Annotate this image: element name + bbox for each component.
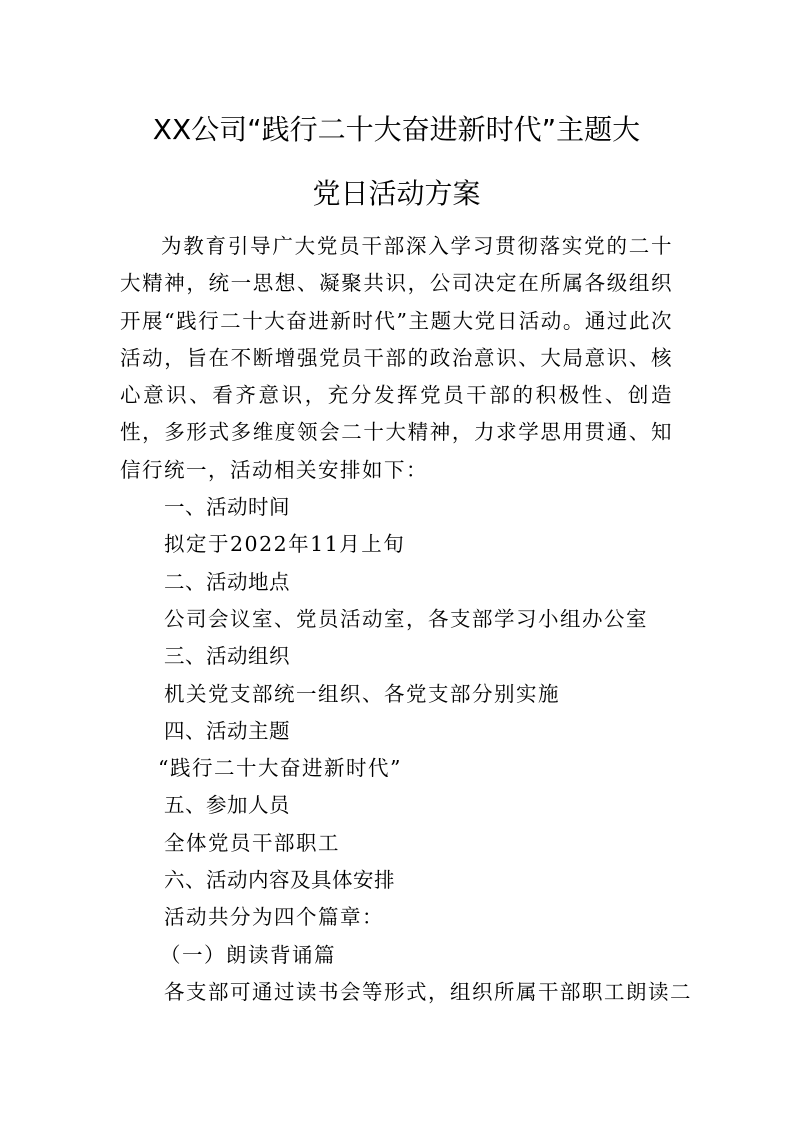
section-heading-participants: 五、参加人员	[164, 793, 290, 818]
section-heading-location: 二、活动地点	[164, 569, 290, 594]
section-heading-organization: 三、活动组织	[164, 644, 290, 669]
section-heading-theme: 四、活动主题	[164, 718, 290, 743]
document-title-line-1: XX公司“践行二十大奋进新时代”主题大	[152, 113, 641, 146]
section-content-location: 公司会议室、党员活动室，各支部学习小组办公室	[164, 606, 648, 631]
last-paragraph-line: 各支部可通过读书会等形式，组织所属干部职工朗读二	[164, 979, 692, 1004]
intro-paragraph: 为教育引导广大党员干部深入学习贯彻落实党的二十大精神，统一思想、凝聚共识，公司决定在所属各级组织开展“践行二十大奋进新时代”主题大党日活动。通过此次活动，旨在不断增强党员干部的政治意识、大局意识、核心意识、看齐意识，充分发挥党员干部的积极性、创造性，多形式多维度领会二十大精神，力求学思用贯通、知信行统一，活动相关安排如下：	[120, 234, 673, 482]
document-body	[120, 228, 692, 1011]
section-content-participants: 全体党员干部职工	[164, 830, 340, 855]
section-heading-content: 六、活动内容及具体安排	[164, 868, 395, 893]
section-content-content: 活动共分为四个篇章：	[164, 905, 384, 930]
section-content-organization: 机关党支部统一组织、各党支部分别实施	[164, 681, 560, 706]
section-content-time: 拟定于2022年11月上旬	[164, 532, 406, 557]
section-heading-time: 一、活动时间	[164, 495, 290, 520]
section-content-theme: “践行二十大奋进新时代”	[158, 756, 402, 781]
subsection-title: （一）朗读背诵篇	[160, 942, 336, 967]
document-title-line-2: 党日活动方案	[312, 177, 481, 210]
